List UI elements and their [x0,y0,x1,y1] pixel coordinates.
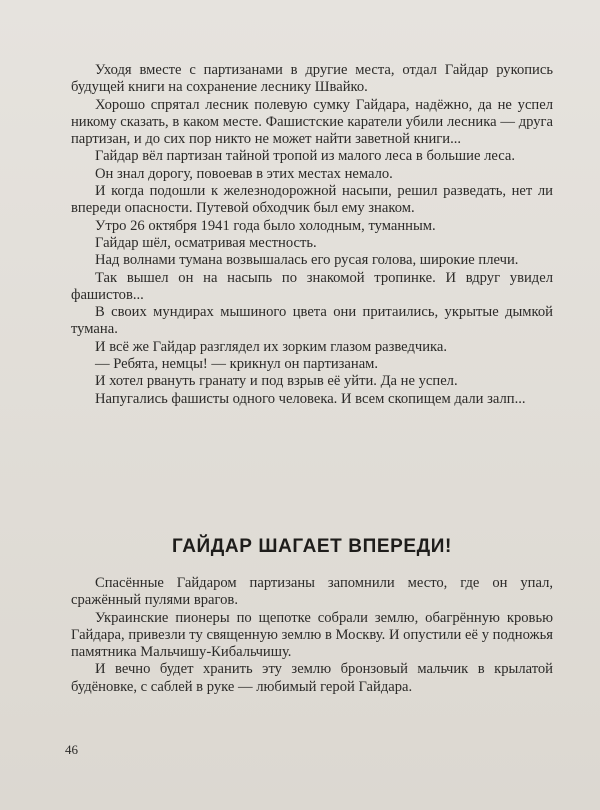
paragraph: Напугались фашисты одного человека. И всем скопищем дали залп... [95,390,526,407]
paragraph: И вечно будет хранить эту землю бронзовый мальчик в крылатой будёновке, с саблей в руке — любимый герой Гайдара. [71,661,553,695]
paragraph: Гайдар вёл партизан тайной тропой из малого леса в большие леса. [95,148,516,165]
chapter-heading: ГАЙДАР ШАГАЕТ ВПЕРЕДИ! [172,536,452,557]
paragraph: Хорошо спрятал лесник полевую сумку Гайдара, надёжно, да не успел никому сказать, в каком месте. Фашистские каратели убили лесника — друга партизан, и до сих пор никто не может найти заветной книги... [71,96,553,148]
paragraph: Он знал дорогу, повоевав в этих местах немало. [95,165,393,182]
paragraph: Гайдар шёл, осматривая местность. [95,234,317,251]
paragraph: Украинские пионеры по щепотке собрали землю, обагрённую кровью Гайдара, привезли ту священную землю в Москву. И опустили её у подножья памятника Мальчишу-Кибальчишу. [71,609,553,661]
paragraph: Уходя вместе с партизанами в другие места, отдал Гайдар рукопись будущей книги на сохранение леснику Швайко. [71,62,553,96]
paragraph: И когда подошли к железнодорожной насыпи, решил разведать, нет ли впереди опасности. Путевой обходчик был ему знаком. [71,183,553,217]
paragraph: Спасённые Гайдаром партизаны запомнили место, где он упал, сражённый пулями врагов. [71,575,553,609]
paragraph: И хотел рвануть гранату и под взрыв её уйти. Да не успел. [95,373,458,390]
paragraph: Утро 26 октября 1941 года было холодным, туманным. [95,217,436,234]
section-2-text [71,575,553,696]
paragraph: И всё же Гайдар разглядел их зорким глазом разведчика. [95,338,448,355]
paragraph: Так вышел он на насыпь по знакомой тропинке. И вдруг увидел фашистов... [71,269,553,303]
paragraph: Над волнами тумана возвышалась его русая голова, широкие плечи. [95,252,519,269]
paragraph: В своих мундирах мышиного цвета они притаились, укрытые дымкой тумана. [71,304,553,338]
paragraph: — Ребята, немцы! — крикнул он партизанам. [95,356,379,373]
section-1-text [71,62,553,408]
page-number: 46 [65,742,78,757]
